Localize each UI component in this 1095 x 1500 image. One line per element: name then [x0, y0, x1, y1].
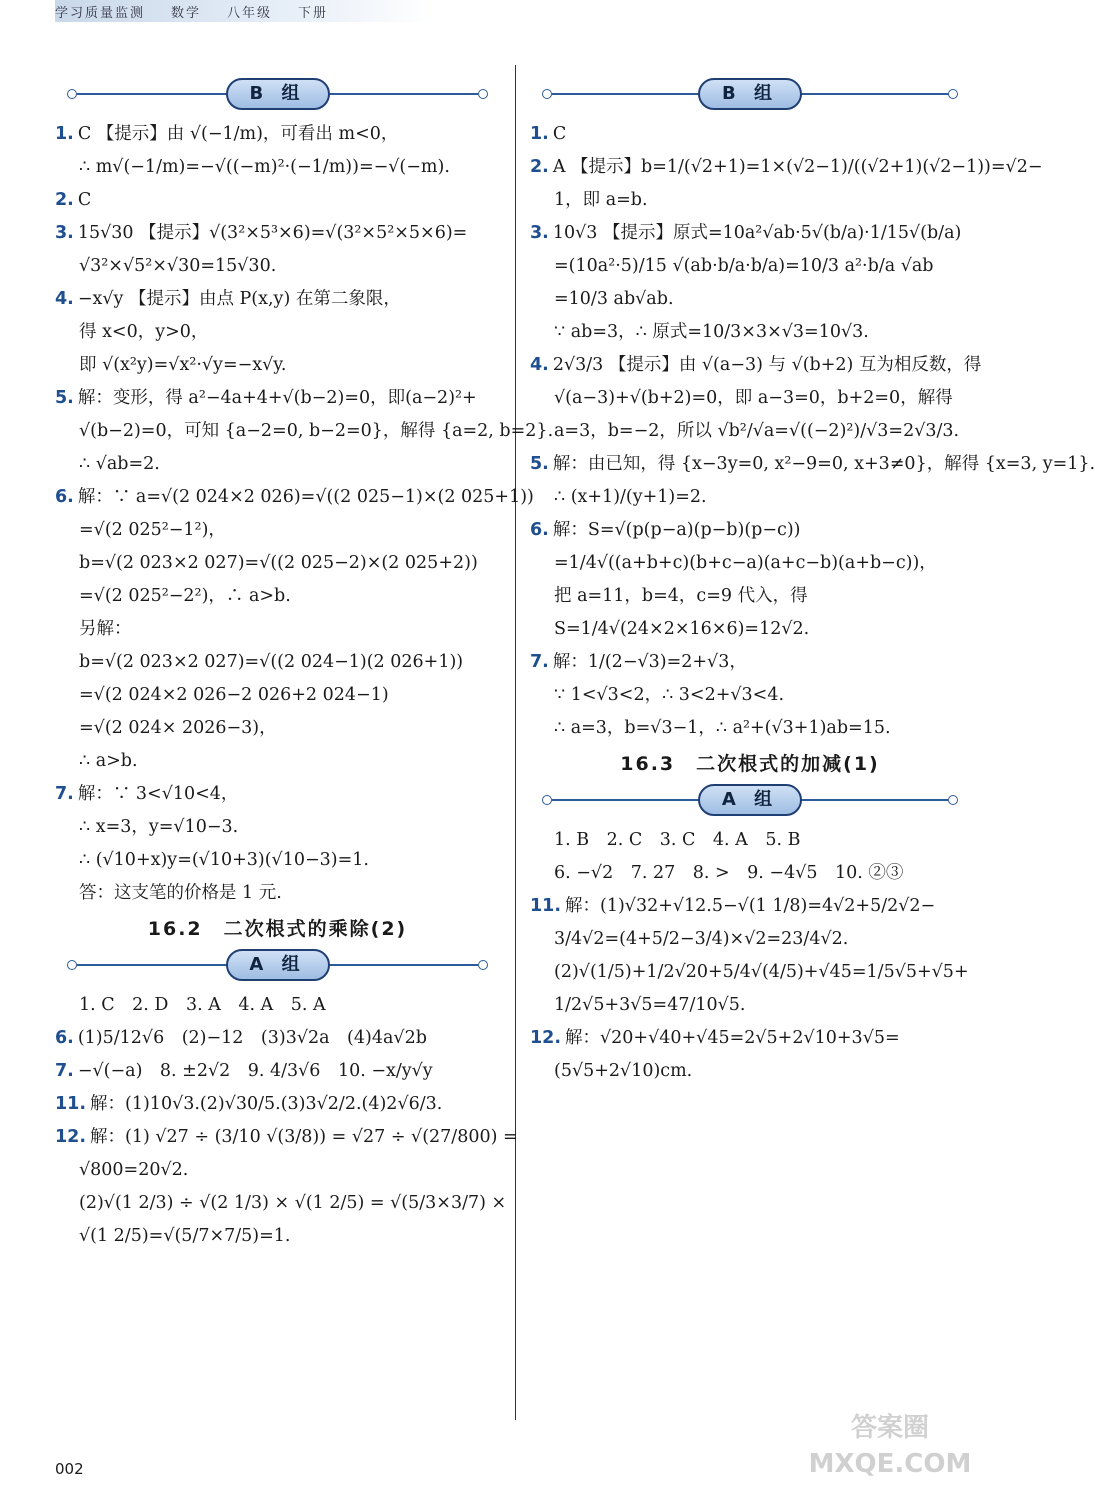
answer-text: 答：这支笔的价格是 1 元. [79, 883, 282, 903]
answer-line [530, 646, 970, 679]
answer-text: 解：(1) √27 ÷ (3/10 √(3/8)) = √27 ÷ √(27/800) = [90, 1127, 518, 1147]
answer-line [530, 890, 970, 923]
answer-line [55, 1154, 500, 1187]
answer-text: ∴ x=3，y=√10−3. [79, 817, 239, 837]
answer-line [55, 283, 500, 316]
answer-line [55, 1121, 518, 1154]
answer-text: −x√y 【提示】由点 P(x,y) 在第二象限， [77, 289, 401, 309]
answer-line [55, 382, 500, 415]
answer-text: 1. C 2. D 3. A 4. A 5. A [79, 995, 326, 1015]
left-b-group-band [55, 76, 500, 110]
answer-text: 解：1/(2−√3)=2+√3， [552, 652, 747, 672]
question-number: 6. [530, 520, 549, 540]
answer-line [55, 415, 554, 448]
answer-text: 解：变形，得 a²−4a+4+√(b−2)=0，即(a−2)²+ [77, 388, 477, 408]
answer-line [530, 824, 970, 857]
answer-text: C 【提示】由 √(−1/m)，可看出 m<0， [77, 124, 399, 144]
right-b-answers [530, 118, 1095, 745]
answer-text: 解：∵ 3<√10<4， [77, 784, 239, 804]
answer-line [530, 1022, 970, 1055]
answer-line [530, 956, 970, 989]
answer-line [530, 547, 970, 580]
question-number: 12. [55, 1127, 87, 1147]
answer-line [55, 250, 500, 283]
answer-text: b=√(2 023×2 027)=√((2 024−1)(2 026+1)) [79, 652, 464, 672]
answer-text: ∴ (x+1)/(y+1)=2. [554, 487, 707, 507]
answer-line [530, 250, 970, 283]
left-column [55, 70, 554, 1253]
answer-line [55, 844, 500, 877]
answer-line [530, 283, 970, 316]
answer-line [55, 1088, 500, 1121]
answer-line [530, 316, 970, 349]
header-subject: 数学 [171, 5, 202, 21]
answer-line [55, 811, 500, 844]
answer-text: C [552, 124, 567, 144]
answer-line [530, 448, 1095, 481]
answer-text: ∴ (√10+x)y=(√10+3)(√10−3)=1. [79, 850, 369, 870]
question-number: 11. [55, 1094, 87, 1114]
answer-text: 1，即 a=b. [554, 190, 648, 210]
answer-text: √3²×√5²×√30=15√30. [79, 256, 277, 276]
right-b-group-label: B 组 [698, 78, 802, 110]
answer-line [530, 613, 970, 646]
answer-line [530, 857, 970, 890]
answer-text: (2)√(1 2/3) ÷ √(2 1/3) × √(1 2/5) = √(5/3×3/7) × [79, 1193, 507, 1213]
answer-text: =10/3 ab√ab. [554, 289, 674, 309]
question-number: 5. [55, 388, 74, 408]
answer-text: ∴ a=3，b=√3−1，∴ a²+(√3+1)ab=15. [554, 718, 891, 738]
answer-text: ∴ a>b. [79, 751, 138, 771]
answer-text: (5√5+2√10)cm. [554, 1061, 693, 1081]
answer-line [55, 580, 500, 613]
answer-line [530, 481, 970, 514]
answer-text: 解：√20+√40+√45=2√5+2√10+3√5= [565, 1028, 900, 1048]
question-number: 7. [55, 1061, 74, 1081]
answer-text: 1. B 2. C 3. C 4. A 5. B [554, 830, 801, 850]
answer-text: (1)5/12√6 (2)−12 (3)3√2a (4)4a√2b [77, 1028, 427, 1048]
page-header [55, 0, 435, 22]
answer-text: 解：S=√(p(p−a)(p−b)(p−c)) [552, 520, 801, 540]
answer-text: =1/4√((a+b+c)(b+c−a)(a+c−b)(a+b−c))， [554, 553, 937, 573]
answer-text: =√(2 025²−2²)，∴ a>b. [79, 586, 291, 606]
question-number: 2. [530, 157, 549, 177]
answer-line [530, 382, 970, 415]
answer-line [55, 989, 500, 1022]
answer-line [530, 349, 982, 382]
answer-text: =√(2 025²−1²)， [79, 520, 226, 540]
answer-line [530, 712, 970, 745]
right-b-group-band [530, 76, 970, 110]
left-section-title: 16.2 二次根式的乘除(2) [147, 918, 408, 940]
answer-text: 解：(1)√32+√12.5−√(1 1/8)=4√2+5/2√2− [565, 896, 936, 916]
left-a-group-band [55, 947, 500, 981]
answer-text: 3/4√2=(4+5/2−3/4)×√2=23/4√2. [554, 929, 849, 949]
question-number: 1. [530, 124, 549, 144]
answer-text: a=3，b=−2，所以 √b²/√a=√((−2)²)/√3=2√3/3. [554, 421, 960, 441]
answer-line [530, 415, 970, 448]
question-number: 4. [55, 289, 74, 309]
question-number: 7. [530, 652, 549, 672]
watermark-logo [805, 1410, 975, 1490]
answer-text: A 【提示】b=1/(√2+1)=1×(√2−1)/((√2+1)(√2−1))=√2− [552, 157, 1043, 177]
answer-line [55, 1220, 500, 1253]
answer-text: 15√30 【提示】√(3²×5³×6)=√(3²×5²×5×6)= [77, 223, 468, 243]
answer-text: ∵ ab=3，∴ 原式=10/3×3×√3=10√3. [554, 322, 869, 342]
question-number: 1. [55, 124, 74, 144]
answer-line [55, 514, 500, 547]
left-a-answers [55, 989, 518, 1253]
header-series: 学习质量监测 [55, 5, 146, 21]
answer-text: ∵ 1<√3<2，∴ 3<2+√3<4. [554, 685, 785, 705]
answer-line [55, 151, 500, 184]
answer-line [55, 349, 500, 382]
answer-line [530, 217, 970, 250]
answer-line [55, 1022, 500, 1055]
question-number: 3. [530, 223, 549, 243]
answer-line [55, 547, 500, 580]
answer-text: −√(−a) 8. ±2√2 9. 4/3√6 10. −x/y√y [77, 1061, 433, 1081]
answer-line [530, 1055, 970, 1088]
answer-line [55, 613, 500, 646]
question-number: 11. [530, 896, 562, 916]
answer-text: ∴ √ab=2. [79, 454, 160, 474]
header-volume: 下册 [298, 5, 329, 21]
answer-text: 解：由已知，得 {x−3y=0, x²−9=0, x+3≠0}，解得 {x=3, y=1}. [552, 454, 1095, 474]
answer-text: =√(2 024×2 026−2 026+2 024−1) [79, 685, 389, 705]
answer-text: b=√(2 023×2 027)=√((2 025−2)×(2 025+2)) [79, 553, 478, 573]
answer-line [530, 679, 970, 712]
answer-text: 10√3 【提示】原式=10a²√ab·5√(b/a)·1/15√(b/a) [552, 223, 962, 243]
left-a-group-label: A 组 [226, 949, 330, 981]
answer-line [530, 151, 1043, 184]
answer-line [530, 923, 970, 956]
answer-text: 解：(1)10√3.(2)√30/5.(3)3√2/2.(4)2√6/3. [90, 1094, 443, 1114]
watermark-line1: 答案圈 [850, 1413, 929, 1443]
answer-line [55, 1187, 507, 1220]
header-grade: 八年级 [227, 5, 273, 21]
answer-text: ∴ m√(−1/m)=−√((−m)²·(−1/m))=−√(−m). [79, 157, 450, 177]
answer-text: =(10a²·5)/15 √(ab·b/a·b/a)=10/3 a²·b/a √ab [554, 256, 934, 276]
question-number: 12. [530, 1028, 562, 1048]
answer-text: 得 x<0，y>0， [79, 322, 209, 342]
answer-line [55, 712, 500, 745]
answer-line [55, 217, 500, 250]
right-a-group-label: A 组 [698, 784, 802, 816]
answer-text: √(b−2)=0，可知 {a−2=0, b−2=0}，解得 {a=2, b=2}. [79, 421, 554, 441]
right-a-answers [530, 824, 970, 1088]
answer-line [530, 989, 970, 1022]
right-section-title: 16.3 二次根式的加减(1) [620, 753, 880, 775]
answer-line [55, 118, 500, 151]
answer-text: 即 √(x²y)=√x²·√y=−x√y. [79, 355, 287, 375]
answer-line [55, 448, 500, 481]
answer-line [530, 184, 970, 217]
answer-line [530, 580, 970, 613]
question-number: 7. [55, 784, 74, 804]
answer-line [55, 778, 500, 811]
column-divider [515, 65, 516, 1420]
answer-text: C [77, 190, 92, 210]
question-number: 4. [530, 355, 549, 375]
question-number: 5. [530, 454, 549, 474]
answer-line [530, 514, 970, 547]
question-number: 3. [55, 223, 74, 243]
answer-text: 6. −√2 7. 27 8. > 9. −4√5 10. ②③ [554, 863, 904, 883]
answer-text: √(a−3)+√(b+2)=0，即 a−3=0，b+2=0，解得 [554, 388, 953, 408]
right-a-group-band [530, 782, 970, 816]
answer-text: 另解： [79, 619, 132, 639]
answer-text: √(1 2/5)=√(5/7×7/5)=1. [79, 1226, 291, 1246]
answer-text: √800=20√2. [79, 1160, 189, 1180]
page-number: 002 [55, 1460, 84, 1478]
answer-line [55, 184, 500, 217]
answer-line [55, 316, 500, 349]
answer-line [55, 481, 534, 514]
left-b-group-label: B 组 [226, 78, 330, 110]
answer-text: 解：∵ a=√(2 024×2 026)=√((2 025−1)×(2 025+1)) [77, 487, 534, 507]
answer-text: S=1/4√(24×2×16×6)=12√2. [554, 619, 810, 639]
answer-text: 1/2√5+3√5=47/10√5. [554, 995, 746, 1015]
question-number: 6. [55, 487, 74, 507]
answer-line [55, 745, 500, 778]
question-number: 6. [55, 1028, 74, 1048]
question-number: 2. [55, 190, 74, 210]
answer-line [55, 646, 500, 679]
answer-text: 2√3/3 【提示】由 √(a−3) 与 √(b+2) 互为相反数，得 [552, 355, 982, 375]
answer-line [530, 118, 970, 151]
answer-text: 把 a=11，b=4，c=9 代入，得 [554, 586, 808, 606]
answer-line [55, 679, 500, 712]
answer-line [55, 1055, 500, 1088]
answer-text: =√(2 024× 2026−3)， [79, 718, 277, 738]
answer-text: (2)√(1/5)+1/2√20+5/4√(4/5)+√45=1/5√5+√5+ [554, 962, 969, 982]
right-column [530, 70, 1095, 1088]
watermark-line2: MXQE.COM [808, 1449, 972, 1479]
answer-line [55, 877, 500, 910]
